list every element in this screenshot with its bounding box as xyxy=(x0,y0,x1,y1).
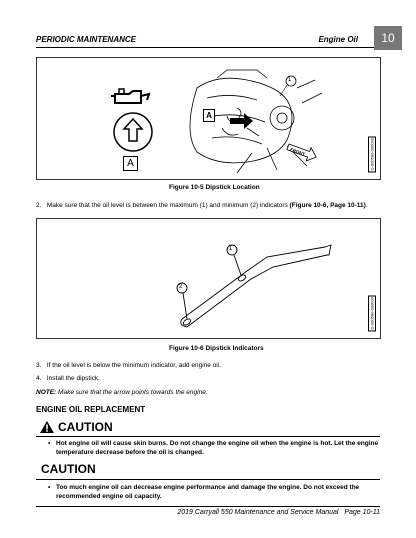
footer-divider xyxy=(36,506,380,507)
section-title: ENGINE OIL REPLACEMENT xyxy=(36,405,146,414)
label-a-large: A xyxy=(123,156,138,171)
note-label: NOTE: xyxy=(36,389,57,396)
image-code: G-000580-000033 xyxy=(369,297,375,330)
step-number: 3. xyxy=(36,362,42,369)
step-4 xyxy=(36,374,100,383)
step-2 xyxy=(36,201,386,210)
callout-min: 2 xyxy=(179,284,183,290)
page-number: Page 10-11 xyxy=(344,509,380,516)
dipstick-arrow-icon xyxy=(114,113,152,151)
dipstick-illustration xyxy=(37,219,380,338)
note-text: Make sure that the arrow points towards the engine. xyxy=(56,389,208,396)
front-label: FRONT xyxy=(289,146,306,157)
caution-rule-1 xyxy=(36,436,380,437)
warning-icon xyxy=(40,421,54,433)
section-header: PERIODIC MAINTENANCE xyxy=(36,35,137,44)
step-text: Install the dipstick. xyxy=(46,375,100,382)
caution-title-1: CAUTION xyxy=(58,420,113,434)
chapter-tab: 10 xyxy=(374,26,402,50)
figure-caption-1: Figure 10-5 Dipstick Location xyxy=(169,184,260,191)
image-code: G-000580-000030 xyxy=(369,138,375,171)
figure-caption-2: Figure 10-6 Dipstick Indicators xyxy=(169,345,264,352)
callout-max: 1 xyxy=(229,246,233,252)
caution-text-2: Too much engine oil can decrease engine performance and damage the engine. Do not exceed the recommended engine oil capacity. xyxy=(56,484,360,500)
footer xyxy=(177,509,380,516)
figure-dipstick-location xyxy=(36,57,381,180)
step-3 xyxy=(36,361,221,370)
callout-1: 1 xyxy=(288,77,292,83)
step-number: 4. xyxy=(36,375,42,382)
step-text: If the oil level is below the minimum indicator, add engine oil. xyxy=(46,362,221,369)
manual-title: 2019 Carryall 550 Maintenance and Service Manual xyxy=(177,509,339,516)
bullet-dot-2: • xyxy=(48,484,51,491)
oil-pressure-icon xyxy=(111,89,149,103)
note xyxy=(36,389,208,396)
step-end: . xyxy=(365,202,368,209)
step-number: 2. xyxy=(36,202,42,209)
caution-title-2: CAUTION xyxy=(41,462,96,476)
figure-dipstick-indicators xyxy=(36,218,381,339)
figure-reference: (Figure 10-6, Page 10-11) xyxy=(289,202,366,209)
caution-rule-2 xyxy=(36,479,380,480)
bullet-dot-1: • xyxy=(48,440,51,447)
label-a-small: A xyxy=(203,109,215,122)
caution-text-1: Hot engine oil will cause skin burns. Do not change the engine oil when the engine is hot. Let the engine temperature decrease before the oil is changed. xyxy=(56,440,379,456)
page-topic: Engine Oil xyxy=(318,35,358,44)
header-divider xyxy=(36,47,380,48)
front-arrow xyxy=(286,140,319,163)
step-text: Make sure that the oil level is between the maximum (1) and minimum (2) indicators xyxy=(46,202,290,209)
